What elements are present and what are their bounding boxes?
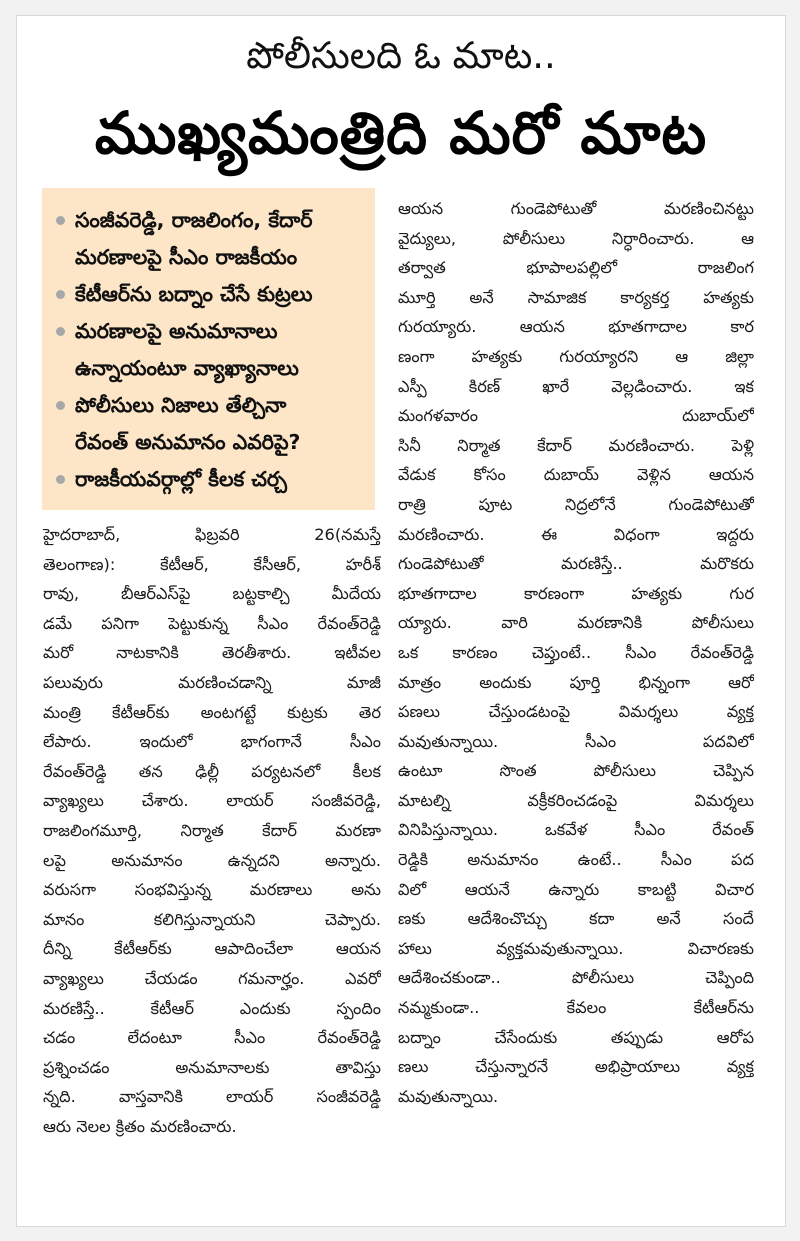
article-line: బద్నాం చేసేందుకు తప్పుడు ఆరోప bbox=[398, 1027, 754, 1047]
article-line: తర్వాత భూపాలపల్లిలో రాజలింగ bbox=[398, 258, 754, 278]
article-column-2 bbox=[398, 194, 754, 1111]
highlight-item bbox=[56, 461, 365, 498]
article-line: మూర్తి అనే సామాజిక కార్యకర్త హత్యకు bbox=[398, 287, 754, 307]
kicker-headline: పోలీసులది ఓ మాట.. bbox=[246, 34, 556, 77]
highlight-item bbox=[56, 313, 365, 387]
article-line: మరో నాటకానికి తెరతీశారు. ఇటీవల bbox=[43, 643, 381, 663]
highlight-item bbox=[56, 387, 365, 461]
article-line: ఆరు నెలల క్రితం మరణించారు. bbox=[43, 1116, 237, 1136]
highlight-text: మరణాలపై అనుమానాలు ఉన్నాయంటూ వ్యాఖ్యానాలు bbox=[75, 319, 299, 380]
article-line: వైద్యులు, పోలీసులు నిర్ధారించారు. ఆ bbox=[398, 228, 754, 248]
article-line: చడం లేదంటూ సీఎం రేవంత్‌రెడ్డి bbox=[43, 1028, 381, 1048]
article-line: ఉంటూ సొంత పోలీసులు చెప్పిన bbox=[398, 761, 754, 781]
article-line: మరణిస్తే.. కేటీఆర్‌ ఎందుకు స్పందిం bbox=[43, 998, 381, 1018]
article-line: రాత్రి పూట నిద్రలోనే గుండెపోటుతో bbox=[398, 494, 754, 514]
article-line: లేపారు. ఇందులో భాగంగానే సీఎం bbox=[43, 732, 381, 752]
article-line: దీన్ని కేటీఆర్‌కు ఆపాదించేలా ఆయన bbox=[43, 939, 381, 959]
article-line: పలువురు మరణించడాన్ని మాజీ bbox=[43, 672, 381, 692]
article-line: య్యారు. వారి మరణానికి పోలీసులు bbox=[398, 613, 754, 633]
highlight-text: రాజకీయవర్గాల్లో కీలక చర్చ bbox=[75, 467, 287, 491]
article-line: గురయ్యారు. ఆయన భూతగాదాల కార bbox=[398, 317, 754, 337]
article-line: పణలు చేస్తుండటంపై విమర్శలు వ్యక్త bbox=[398, 702, 754, 722]
article-line: మవుతున్నాయి. bbox=[398, 1086, 499, 1106]
bullet-dot-icon bbox=[56, 401, 65, 410]
highlight-text: సంజీవరెడ్డి, రాజలింగం, కేదార్ మరణాలపై సీఎం రాజకీయం bbox=[75, 208, 313, 269]
article-line: మవుతున్నాయి. సీఎం పదవిలో bbox=[398, 731, 754, 751]
article-line: రాజలింగమూర్తి, నిర్మాత కేదార్‌ మరణా bbox=[43, 820, 381, 840]
article-line: వినిపిస్తున్నాయి. ఒకవేళ సీఎం రేవంత్‌ bbox=[398, 820, 754, 840]
bullet-dot-icon bbox=[56, 475, 65, 484]
highlight-item bbox=[56, 276, 365, 313]
article-line: మాత్రం అందుకు పూర్తి భిన్నంగా ఆరో bbox=[398, 672, 754, 692]
highlights-list bbox=[56, 202, 365, 498]
article-line: వేడుక కోసం దుబాయ్‌ వెళ్లిన ఆయన bbox=[398, 465, 754, 485]
article-line: విలో ఆయనే ఉన్నారు కాబట్టి విచార bbox=[398, 879, 754, 899]
newspaper-clipping bbox=[16, 15, 786, 1227]
article-line: వ్యాఖ్యలు చేయడం గమనార్హం. ఎవరో bbox=[43, 968, 381, 988]
highlight-text: పోలీసులు నిజాలు తేల్చినా రేవంత్‌ అనుమానం ఎవరిపై? bbox=[75, 393, 301, 454]
article-line: మానం కలిగిస్తున్నాయని చెప్పారు. bbox=[43, 909, 381, 929]
article-line: ప్రశ్నించడం అనుమానాలకు తావిస్తు bbox=[43, 1057, 381, 1077]
article-line: ఆదేశించకుండా.. పోలీసులు చెప్పింది bbox=[398, 968, 754, 988]
article-line: మరణించారు. ఈ విధంగా ఇద్దరు bbox=[398, 524, 754, 544]
article-line: హాలు వ్యక్తమవుతున్నాయి. విచారణకు bbox=[398, 938, 754, 958]
bullet-dot-icon bbox=[56, 216, 65, 225]
highlights-box bbox=[42, 188, 375, 510]
article-column-1 bbox=[43, 520, 381, 1141]
article-line: గుండెపోటుతో మరణిస్తే.. మరొకరు bbox=[398, 554, 754, 574]
article-line: ణకు ఆదేశించొచ్చు కదా అనే సందే bbox=[398, 909, 754, 929]
article-line: వ్యాఖ్యలు చేశారు. లాయర్‌ సంజీవరెడ్డి, bbox=[43, 791, 381, 811]
article-line: మంత్రి కేటీఆర్‌కు అంటగట్టే కుట్రకు తెర bbox=[43, 702, 381, 722]
article-line: ణలు చేస్తున్నారనే అభిప్రాయాలు వ్యక్త bbox=[398, 1057, 754, 1077]
article-line: రావు, బీఆర్‌ఎస్‌పై బట్టకాల్చి మీదేయ bbox=[43, 584, 381, 604]
article-line: ఆయన గుండెపోటుతో మరణించినట్టు bbox=[398, 199, 754, 218]
main-headline: ముఖ్యమంత్రిది మరో మాట bbox=[94, 99, 708, 167]
article-line: వరుసగా సంభవిస్తున్న మరణాలు అను bbox=[43, 880, 381, 900]
article-line: రెడ్డికి అనుమానం ఉంటే.. సీఎం పద bbox=[398, 850, 754, 870]
bullet-dot-icon bbox=[56, 327, 65, 336]
article-line: ణంగా హత్యకు గురయ్యారని ఆ జిల్లా bbox=[398, 346, 754, 366]
article-line: ఎస్పీ కిరణ్‌ ఖారే వెల్లడించారు. ఇక bbox=[398, 376, 754, 396]
article-line: లపై అనుమానం ఉన్నదని అన్నారు. bbox=[43, 850, 381, 870]
article-line: ఒక కారణం చెప్తుంటే.. సీఎం రేవంత్‌రెడ్డి bbox=[398, 642, 754, 662]
article-line: హైదరాబాద్‌, ఫిబ్రవరి 26(నమస్తే bbox=[43, 525, 381, 544]
article-line: డమే పనిగా పెట్టుకున్న సీఎం రేవంత్‌రెడ్డి bbox=[43, 613, 381, 633]
article-line: భూతగాదాల కారణంగా హత్యకు గుర bbox=[398, 583, 754, 603]
highlight-text: కేటీఆర్‌ను బద్నాం చేసే కుట్రలు bbox=[75, 282, 313, 306]
bullet-dot-icon bbox=[56, 290, 65, 299]
article-line: నమ్మకుండా.. కేవలం కేటీఆర్‌ను bbox=[398, 998, 754, 1018]
article-line: సినీ నిర్మాత కేదార్‌ మరణించారు. పెళ్లి bbox=[398, 435, 754, 455]
article-line: న్నది. వాస్తవానికి లాయర్‌ సంజీవరెడ్డి bbox=[43, 1087, 381, 1107]
article-line: రేవంత్‌రెడ్డి తన ఢిల్లీ పర్యటనలో కీలక bbox=[43, 761, 381, 781]
article-line: తెలంగాణ): కేటీఆర్‌, కేసీఆర్‌, హరీశ్‌ bbox=[43, 554, 381, 574]
highlight-item bbox=[56, 202, 365, 276]
article-line: మంగళవారం దుబాయ్‌లో bbox=[398, 406, 754, 426]
article-line: మాటల్ని వక్రీకరించడంపై విమర్శలు bbox=[398, 790, 754, 810]
